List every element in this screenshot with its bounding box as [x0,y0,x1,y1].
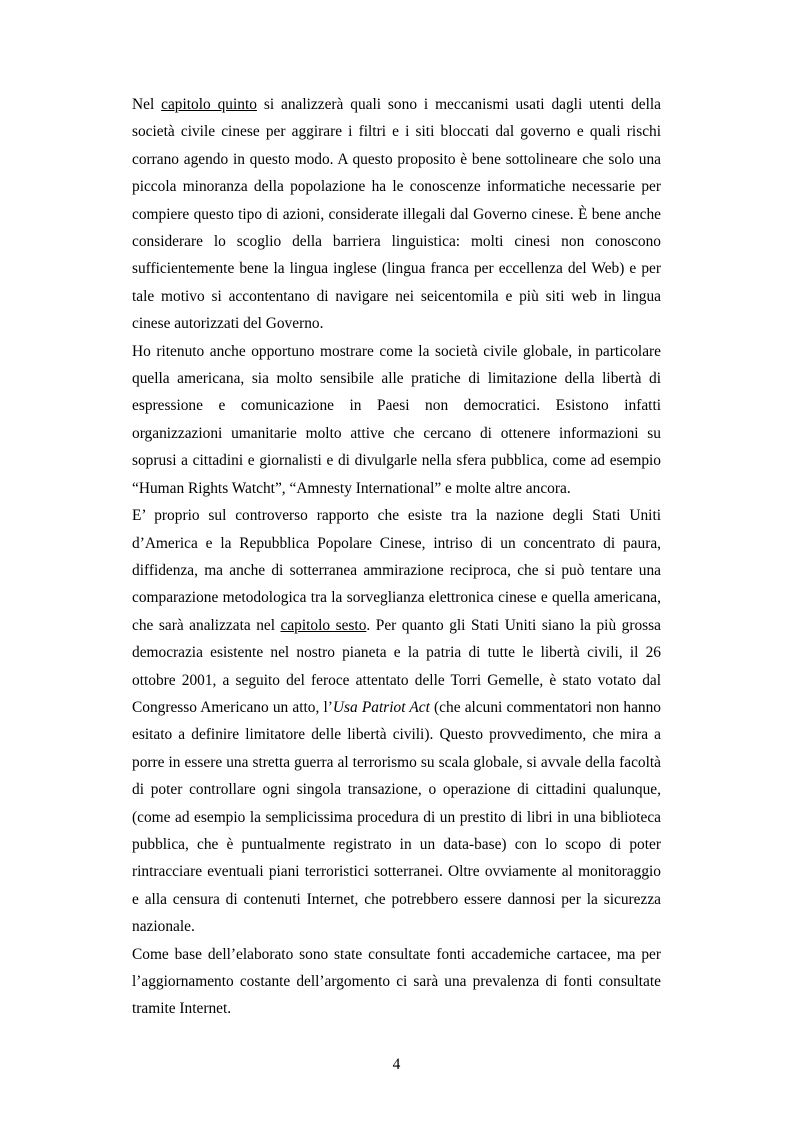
chapter-six-reference: capitolo sesto [280,616,367,634]
paragraph-2-run-1: Ho ritenuto anche opportuno mostrare come la società civile globale, in particolare quella americana, sia molto sensibile alle pratiche di limitazione della libertà di espressione e comunicazione in Paesi non democratici. Esistono infatti organizzazioni umanitarie molto attive che cercano di ottenere informazioni su soprusi a cittadini e giornalisti e di divulgarle nella sfera pubblica, come ad esempio “Human Rights Watcht”, “Amnesty International” e molte altre ancora. [132,342,661,497]
paragraph-3-run-3: . Per quanto gli Stati Uniti siano la più grossa democrazia esistente nel nostro pianeta e la patria di tutte le libertà civili, il 26 ottobre 2001, a seguito del feroce attentato delle Torri Gemelle, è stato votato dal Congresso Americano un atto, l’ [132,616,661,716]
paragraph-1 [132,91,661,338]
paragraph-1-run-3: si analizzerà quali sono i meccanismi usati dagli utenti della società civile cinese per aggirare i filtri e i siti bloccati dal governo e quali rischi corrano agendo in questo modo. A questo proposito è bene sottolineare che solo una piccola minoranza della popolazione ha le conoscenze informatiche necessarie per compiere questo tipo di azioni, considerate illegali dal Governo cinese. È bene anche considerare lo scoglio della barriera linguistica: molti cinesi non conoscono sufficientemente bene la lingua inglese (lingua franca per eccellenza del Web) e per tale motivo si accontentano di navigare nei seicentomila e più siti web in lingua cinese autorizzati del Governo. [132,96,661,333]
paragraph-4-run-1: Come base dell’elaborato sono state consultate fonti accademiche cartacee, ma per l’aggiornamento costante dell’argomento ci sarà una prevalenza di fonti consultate tramite Internet. [132,945,661,1018]
paragraph-1-run-1: Nel [132,96,162,113]
paragraph-4 [132,941,661,1023]
patriot-act-title: Usa Patriot Act [332,698,430,716]
body-text [132,91,661,1023]
page-number: 4 [392,1056,401,1073]
paragraph-3-run-1: E’ proprio sul controverso rapporto che esiste tra la nazione degli Stati Uniti d’America e la Repubblica Popolare Cinese, intriso di un concentrato di paura, diffidenza, ma anche di sotterranea ammirazione reciproca, che si può tentare una comparazione metodologica tra la sorveglianza elettronica cinese e quella americana, che sarà analizzata nel [132,507,661,634]
paragraph-3-run-5: (che alcuni commentatori non hanno esitato a definire limitatore delle libertà civili). Questo provvedimento, che mira a porre in essere una stretta guerra al terrorismo su scala globale, si avvale della facoltà di poter controllare ogni singola transazione, o operazione di cittadini qualunque, (come ad esempio la semplicissima procedura di un prestito di libri in una biblioteca pubblica, che è puntualmente registrato in un data-base) con lo scopo di poter rintracciare eventuali piani terroristici sotterranei. Oltre ovviamente al monitoraggio e alla censura di contenuti Internet, che potrebbero essere dannosi per la sicurezza nazionale. [132,698,661,936]
chapter-five-reference: capitolo quinto [161,96,257,113]
paragraph-2 [132,338,661,502]
paragraph-3 [132,502,661,941]
